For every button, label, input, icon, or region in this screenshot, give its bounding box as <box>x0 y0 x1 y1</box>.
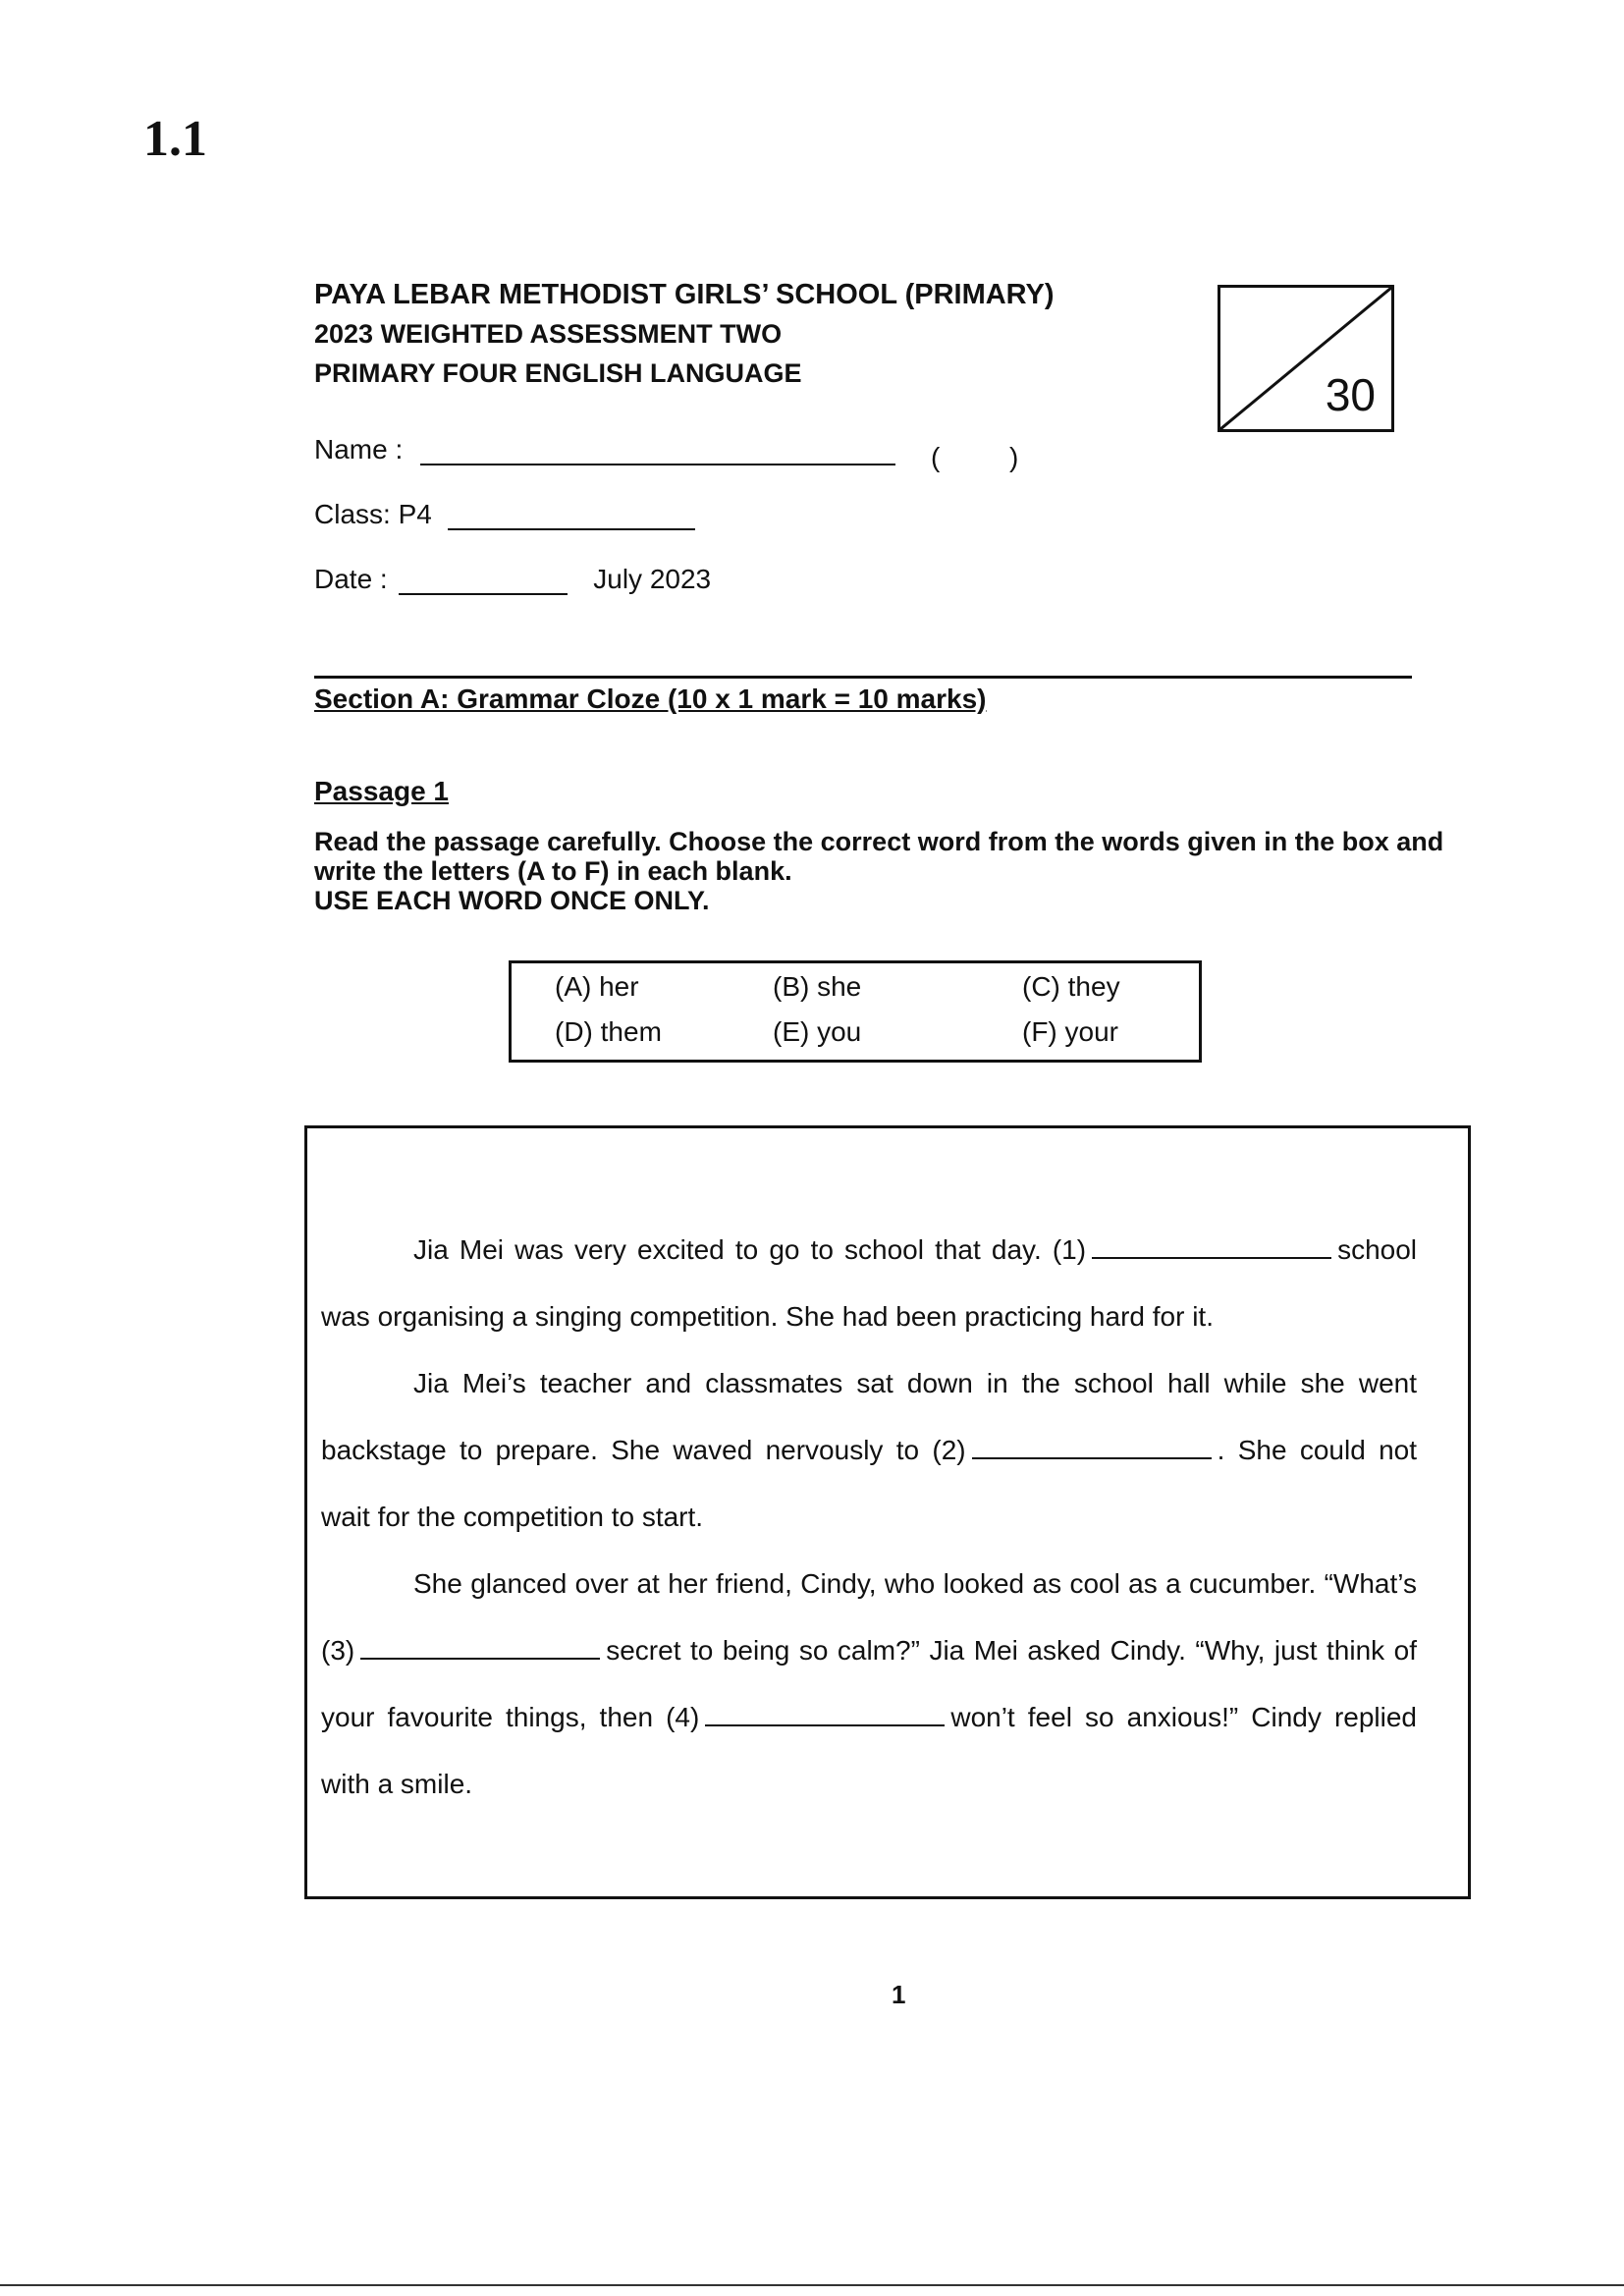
paragraph-3 <box>321 1551 1417 1818</box>
index-close: ) <box>1009 442 1019 472</box>
date-field <box>314 564 711 595</box>
subject-title: PRIMARY FOUR ENGLISH LANGUAGE <box>314 358 802 388</box>
index-open: ( <box>931 442 941 472</box>
bottom-edge-line <box>0 2284 1624 2286</box>
option-c: (C) they <box>1022 971 1120 1002</box>
passage-text <box>321 1217 1417 1818</box>
name-field <box>314 434 895 465</box>
instructions-line1: Read the passage carefully. Choose the correct word from the words given in the box and write the letters (A to F) in each blank. <box>314 827 1444 886</box>
assessment-title: 2023 WEIGHTED ASSESSMENT TWO <box>314 319 783 349</box>
paragraph-1-part-b: school was organising a singing competition. She had been practicing hard for it. <box>321 1234 1417 1332</box>
class-field <box>314 499 695 530</box>
paragraph-1 <box>321 1217 1417 1350</box>
instructions <box>314 827 1483 915</box>
school-name: PAYA LEBAR METHODIST GIRLS’ SCHOOL (PRIMARY) <box>314 279 1055 310</box>
header-divider <box>314 676 1412 679</box>
paragraph-2-part-a: Jia Mei’s teacher and classmates sat down in the school hall while she went backstage to prepare. She waved nervously to (2) <box>321 1368 1417 1465</box>
class-label: Class: P4 <box>314 499 432 529</box>
option-a: (A) her <box>555 971 639 1002</box>
name-blank[interactable] <box>420 440 895 465</box>
paragraph-3-part-a: She glanced over at her friend, Cindy, who looked as cool as a cucumber. “What’s (3) <box>321 1568 1417 1666</box>
passage-title: Passage 1 <box>314 776 449 806</box>
class-blank[interactable] <box>448 505 695 530</box>
paragraph-2-part-b: . She could not wait for the competition to start. <box>321 1435 1417 1532</box>
blank-1[interactable] <box>1092 1237 1331 1259</box>
blank-4[interactable] <box>705 1705 945 1726</box>
instructions-line2: USE EACH WORD ONCE ONLY. <box>314 886 710 915</box>
option-b: (B) she <box>773 971 862 1002</box>
blank-3[interactable] <box>360 1638 600 1660</box>
option-e: (E) you <box>773 1016 862 1047</box>
date-label: Date : <box>314 564 388 594</box>
section-title: Section A: Grammar Cloze (10 x 1 mark = 10 marks) <box>314 683 987 714</box>
paragraph-1-part-a: Jia Mei was very excited to go to school that day. (1) <box>413 1234 1087 1265</box>
page-label: 1.1 <box>143 111 207 167</box>
score-total: 30 <box>1325 369 1376 420</box>
date-suffix: July 2023 <box>593 564 712 594</box>
word-options-box <box>509 960 1202 1063</box>
passage-box <box>304 1125 1471 1899</box>
paragraph-3-part-b: secret to being so calm?” Jia Mei asked Cindy. “Why, just think of your favourite things, then (4) <box>321 1635 1417 1732</box>
name-label: Name : <box>314 434 404 465</box>
paragraph-3-part-c: won’t feel so anxious!” Cindy replied with a smile. <box>321 1702 1417 1799</box>
paragraph-2 <box>321 1350 1417 1551</box>
exam-header <box>314 275 1055 393</box>
date-blank[interactable] <box>399 570 568 595</box>
page-number: 1 <box>892 1980 906 2009</box>
score-box <box>1218 285 1394 432</box>
blank-2[interactable] <box>972 1438 1212 1459</box>
option-d: (D) them <box>555 1016 662 1047</box>
option-f: (F) your <box>1022 1016 1118 1047</box>
